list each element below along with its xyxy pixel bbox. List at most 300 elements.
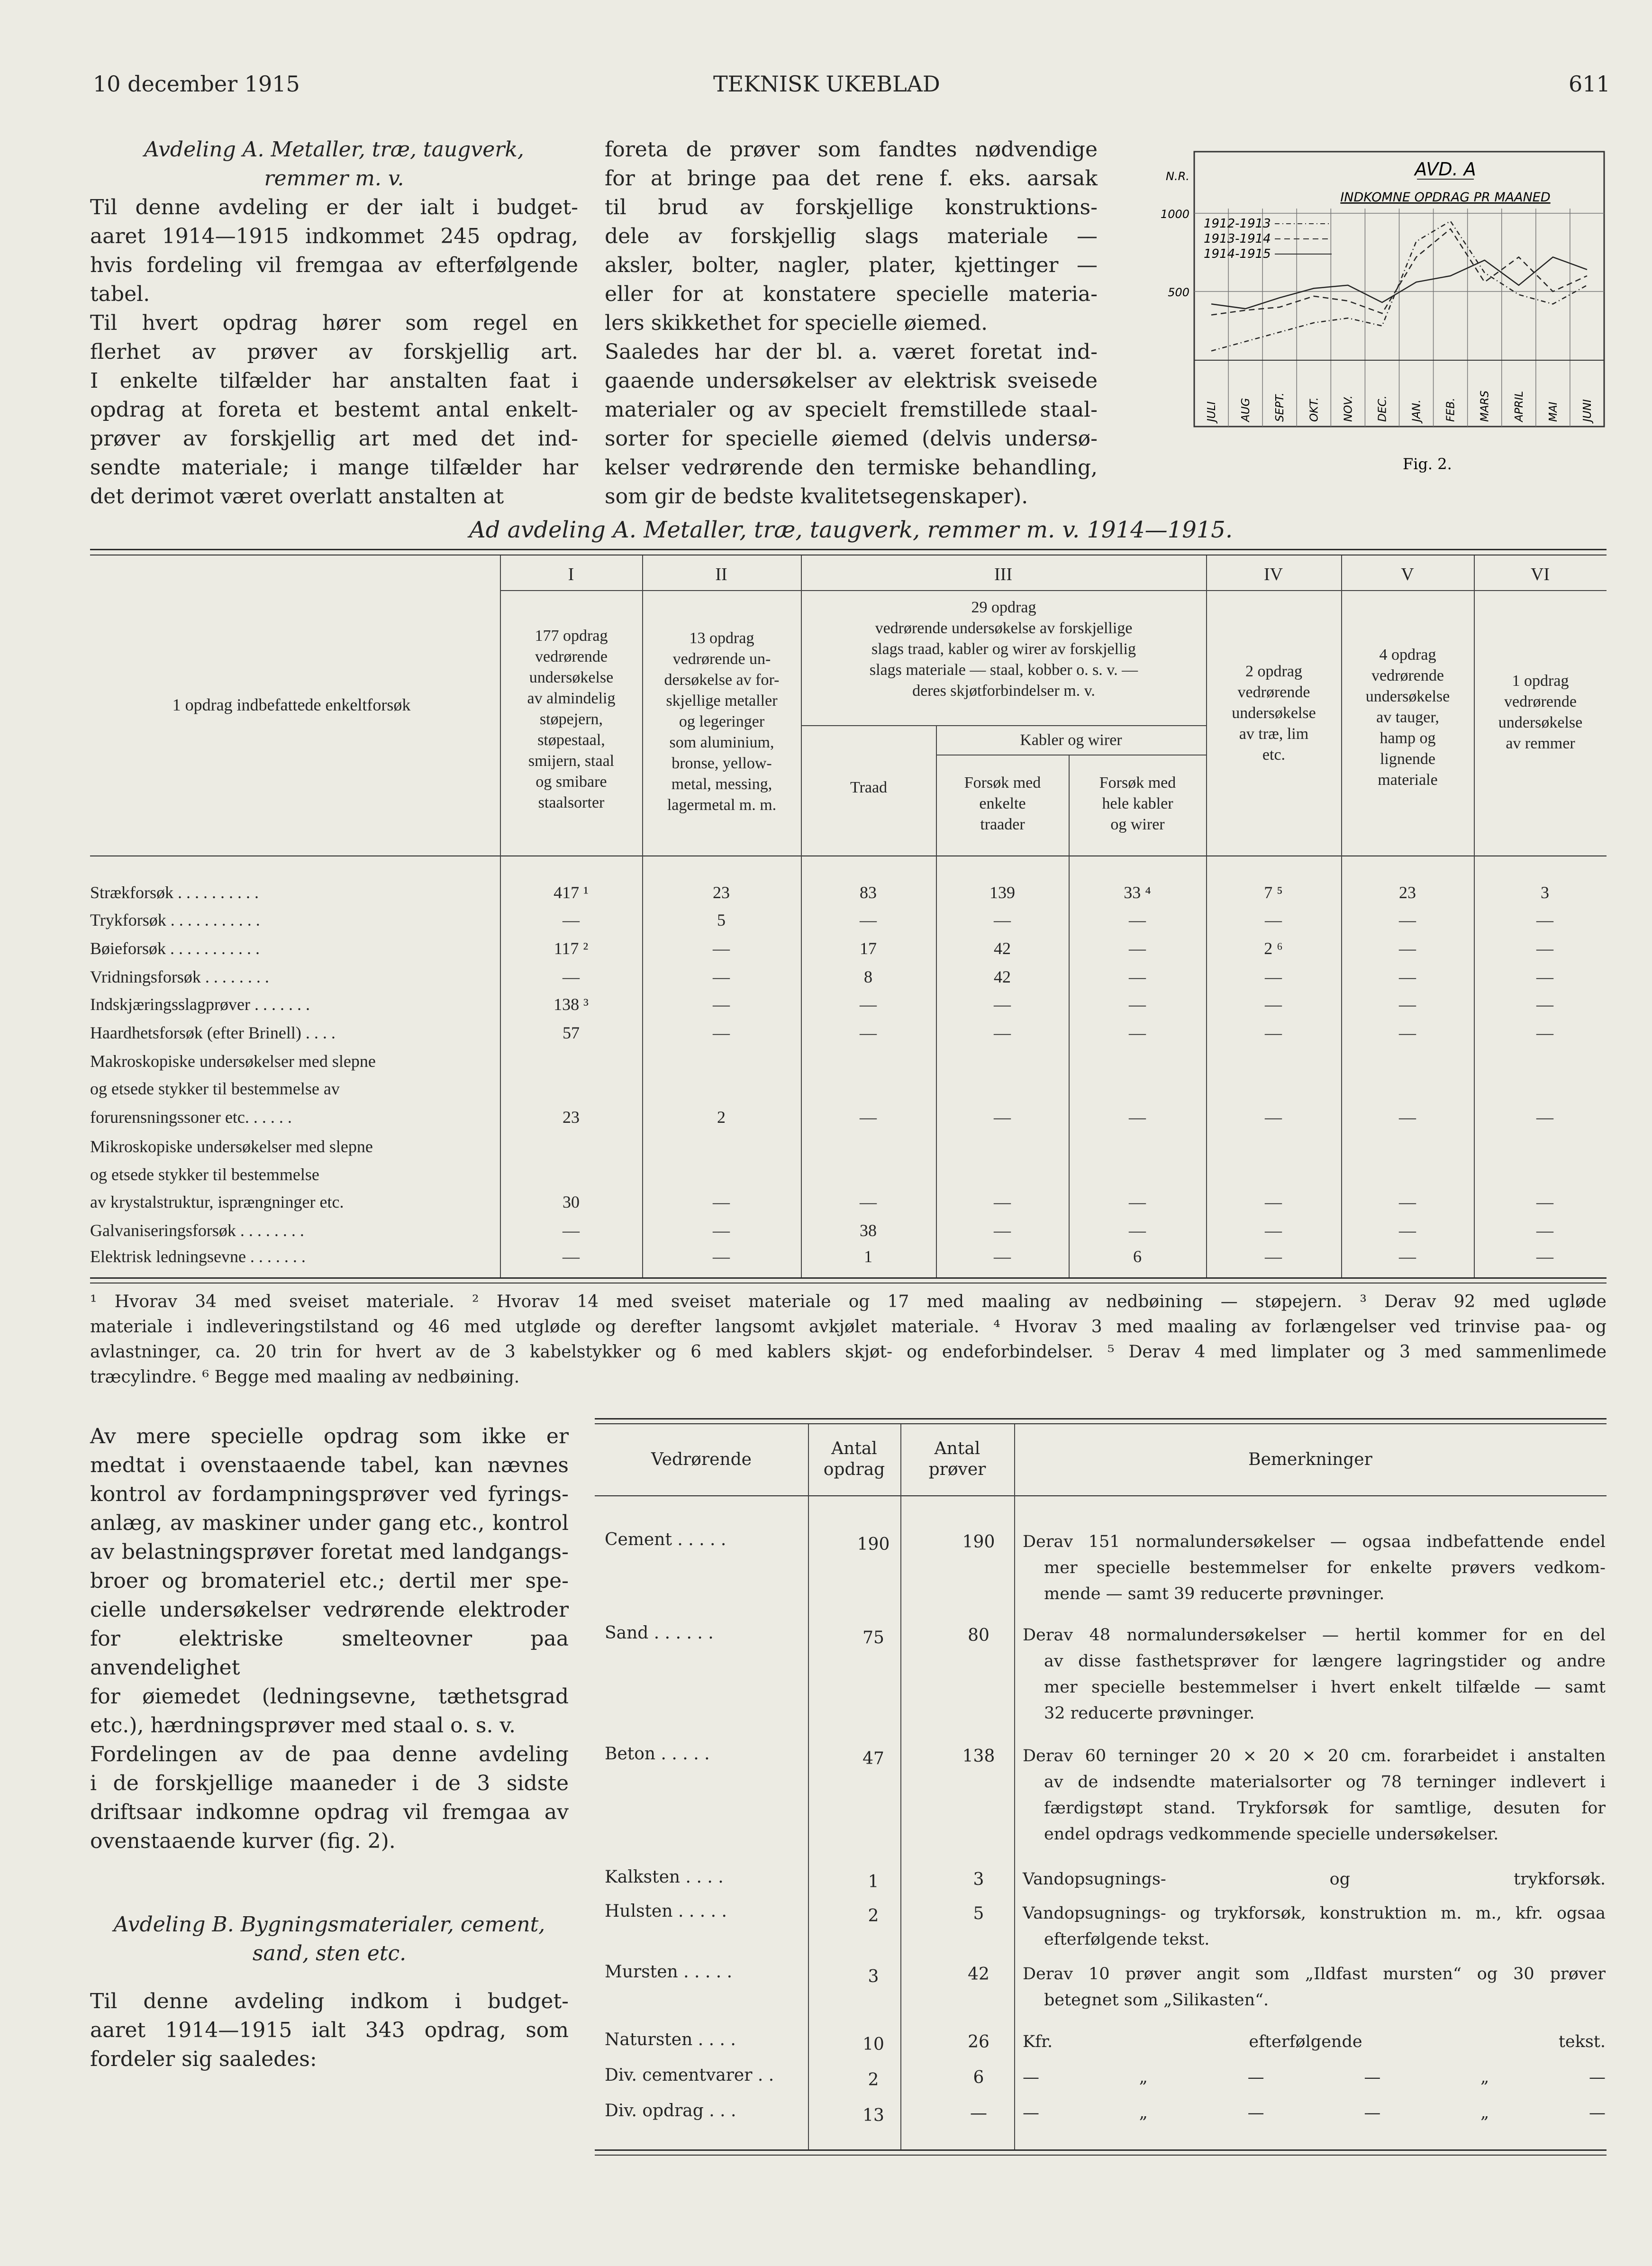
table1-cell: 139 bbox=[989, 883, 1015, 902]
table1-col-VI-header-line: undersøkelse bbox=[1498, 714, 1583, 731]
table1-col-II-header-line: bronse, yellow- bbox=[672, 755, 772, 772]
table1-cell: — bbox=[1129, 995, 1146, 1014]
table2-remark bbox=[1023, 2065, 1606, 2091]
chart-title: AVD. A bbox=[1415, 159, 1476, 180]
table1-cell: — bbox=[860, 1108, 877, 1127]
remark-line: Derav 60 terninger 20 × 20 × 20 cm. forarbeidet i anstalten bbox=[1023, 1747, 1606, 1765]
table1-col-divider bbox=[1341, 555, 1342, 1277]
table1-cell: — bbox=[994, 1192, 1011, 1211]
table1-cell: — bbox=[1265, 910, 1282, 929]
table2-remark bbox=[1023, 2100, 1606, 2126]
table1-sub2-header-line: Forsøk med bbox=[1099, 774, 1176, 792]
table1-col-V-header-line: vedrørende bbox=[1371, 667, 1444, 684]
table1-cell: — bbox=[1399, 1247, 1416, 1266]
table1-cell: — bbox=[1536, 910, 1553, 929]
text-line: anlæg, av maskiner under gang etc., kontrol bbox=[90, 1511, 569, 1535]
table1-col-VI-header-line: av remmer bbox=[1506, 735, 1575, 752]
text-line: tabel. bbox=[90, 282, 150, 306]
table2-prover: 42 bbox=[968, 1965, 989, 1984]
table1-col-VI-header-line: 1 opdrag bbox=[1512, 672, 1569, 690]
text-line: ovenstaaende kurver (fig. 2). bbox=[90, 1829, 396, 1853]
table2-opdrag: 2 bbox=[868, 2070, 879, 2090]
text-line: Til denne avdeling er der ialt i budget- bbox=[90, 195, 578, 219]
table1-cell: — bbox=[1536, 1247, 1553, 1266]
text-line: Saaledes har der bl. a. været foretat ind- bbox=[605, 340, 1098, 364]
table2-top-rule-2 bbox=[595, 1423, 1607, 1424]
table1-cell: — bbox=[563, 1247, 580, 1266]
table1-cell: — bbox=[1129, 1023, 1146, 1042]
text-line: cielle undersøkelser vedrørende elektroder bbox=[90, 1598, 569, 1622]
remark-line: Vandopsugnings- og trykforsøk, konstruktion m. m., kfr. ogsaa bbox=[1023, 1904, 1606, 1923]
table1-col-I-header-line: og smibare bbox=[536, 773, 607, 791]
table1-col-divider bbox=[500, 555, 501, 1277]
figure-caption: Fig. 2. bbox=[1403, 455, 1452, 473]
chart-xtick: FEB. bbox=[1444, 398, 1457, 422]
table2-opdrag: 190 bbox=[857, 1535, 890, 1554]
table1-cell: — bbox=[860, 1192, 877, 1211]
table1-cell: — bbox=[860, 1023, 877, 1042]
text-line: opdrag at foreta et bestemt antal enkelt- bbox=[90, 398, 578, 422]
table1-cell: — bbox=[860, 995, 877, 1014]
footnote-line: ¹ Hvorav 34 med sveiset materiale. ² Hvorav 14 med sveiset materiale og 17 med maaling av nedbøining — støpejern. ³ Derav 92 med ugløde bbox=[90, 1292, 1607, 1311]
table1-cell: 138 ³ bbox=[554, 995, 589, 1014]
table1-row-header: 1 opdrag indbefattede enkeltforsøk bbox=[172, 695, 411, 714]
text-line: driftsaar indkomne opdrag vil fremgaa av bbox=[90, 1800, 569, 1824]
table1-cell: — bbox=[1129, 967, 1146, 986]
table1-cell: — bbox=[994, 995, 1011, 1014]
table1-cell: 42 bbox=[994, 967, 1011, 986]
table1-cell: — bbox=[1265, 1108, 1282, 1127]
table1-col-II-header-line: og legeringer bbox=[679, 713, 765, 730]
col3-paragraph-3 bbox=[90, 1987, 569, 2074]
table1-cell: — bbox=[713, 939, 730, 958]
table1-head-rule bbox=[90, 855, 1607, 856]
table1-cell: 2 bbox=[717, 1108, 726, 1127]
table1-cell: 30 bbox=[563, 1192, 580, 1211]
text-line: av belastningsprøver foretat med landgangs- bbox=[90, 1540, 569, 1564]
table1-col-I-header-line: støpestaal, bbox=[537, 731, 605, 749]
table2-row-label: Cement . . . . . bbox=[605, 1530, 726, 1549]
table1-cell: — bbox=[994, 1023, 1011, 1042]
page-number: 611 bbox=[1569, 71, 1610, 97]
remark-line: Derav 10 prøver angit som „Ildfast mursten“ og 30 prøver bbox=[1023, 1965, 1606, 1984]
header-line: prøver bbox=[928, 1460, 986, 1479]
table1-col-V-header-line: lignende bbox=[1380, 750, 1436, 768]
table1-sub-divider bbox=[936, 726, 937, 1277]
text-line: Til denne avdeling indkom i budget- bbox=[90, 1989, 569, 2013]
table2-remark bbox=[1023, 2029, 1606, 2055]
table1-col-II-header-line: metal, messing, bbox=[671, 775, 772, 793]
remark-line: 32 reducerte prøvninger. bbox=[1044, 1704, 1255, 1723]
remark-line: Kfr. efterfølgende tekst. bbox=[1023, 2032, 1606, 2051]
table1-col-I-header-line: smijern, staal bbox=[528, 752, 615, 770]
table2-row-label: Div. opdrag . . . bbox=[605, 2101, 736, 2120]
text-line: kontrol av fordampningsprøver ved fyrings- bbox=[90, 1482, 569, 1506]
table1-row-label: Mikroskopiske undersøkelser med slepne bbox=[90, 1137, 373, 1156]
chart-legend-label: 1914-1915 bbox=[1204, 247, 1271, 261]
table1-row-label: Makroskopiske undersøkelser med slepne bbox=[90, 1052, 376, 1071]
text-line: kelser vedrørende den termiske behandling, bbox=[605, 455, 1098, 480]
table1-sub2-header-line: hele kabler bbox=[1102, 795, 1173, 812]
table1-cell: 417 ¹ bbox=[554, 883, 589, 902]
table1-cell: — bbox=[994, 1221, 1011, 1240]
table1-cell: 23 bbox=[563, 1108, 580, 1127]
table2-row-label: Beton . . . . . bbox=[605, 1744, 710, 1764]
table2-remark bbox=[1023, 1529, 1606, 1607]
table1-col-III-header bbox=[802, 597, 1205, 701]
table1-sub2-header bbox=[1070, 773, 1205, 835]
table1-col-II-header-line: 13 opdrag bbox=[689, 629, 754, 647]
header-line: Antal bbox=[831, 1439, 877, 1458]
table1-col-divider bbox=[801, 555, 802, 1277]
remark-line: Vandopsugnings- og trykforsøk. bbox=[1023, 1870, 1606, 1889]
text-line: lers skikkethet for specielle øiemed. bbox=[605, 311, 988, 335]
chart-ytick: 1000 bbox=[1160, 208, 1189, 221]
footnote-line: materiale i indleveringstilstand og 46 med utgløde og derefter langsomt avkjølet materiale. ⁴ Hvorav 3 med maaling av forlængelser ved trinvise paa- og bbox=[90, 1317, 1607, 1337]
table1-cell: — bbox=[563, 967, 580, 986]
table1-col-II-header-line: vedrørende un- bbox=[672, 650, 771, 668]
table1-cell: — bbox=[994, 910, 1011, 929]
table1-sub1-header bbox=[937, 773, 1068, 835]
text-line: flerhet av prøver av forskjellig art. bbox=[90, 340, 578, 364]
table1-cell: — bbox=[994, 1108, 1011, 1127]
table1-cell: 8 bbox=[864, 967, 872, 986]
table1-cell: — bbox=[713, 995, 730, 1014]
table2-prover: 3 bbox=[973, 1870, 984, 1889]
table1-sub2-header-line: og wirer bbox=[1110, 816, 1165, 833]
table1-cell: — bbox=[1399, 1108, 1416, 1127]
table1-row-label: Vridningsforsøk . . . . . . . . bbox=[90, 967, 269, 986]
table1-cell: — bbox=[1265, 1023, 1282, 1042]
table1-cell: — bbox=[1399, 995, 1416, 1014]
chart-ylabel: N.R. bbox=[1166, 170, 1189, 183]
remark-line: Derav 48 normalundersøkelser — hertil kommer for en del bbox=[1023, 1626, 1606, 1645]
table1-col-number: VI bbox=[1530, 564, 1550, 584]
table2-bottom-rule-1 bbox=[595, 2149, 1607, 2151]
text-line: hvis fordeling vil fremgaa av efterfølgende bbox=[90, 253, 578, 277]
table2-opdrag: 3 bbox=[868, 1967, 879, 1986]
text-line: dele av forskjellig slags materiale — bbox=[605, 224, 1098, 248]
section-heading-b: Avdeling B. Bygningsmaterialer, cement, bbox=[113, 1912, 545, 1937]
col3-paragraph-1 bbox=[90, 1422, 569, 1740]
table1-cell: — bbox=[563, 1221, 580, 1240]
table1-cell: — bbox=[1129, 1221, 1146, 1240]
table2-row-label: Hulsten . . . . . bbox=[605, 1902, 727, 1921]
chart-xtick: MARS bbox=[1479, 390, 1491, 422]
remark-line: mende — samt 39 reducerte prøvninger. bbox=[1044, 1584, 1385, 1603]
table1-row-label: Trykforsøk . . . . . . . . . . . bbox=[90, 910, 260, 929]
table2-prover: 5 bbox=[973, 1904, 984, 1923]
text-line: Fordelingen av de paa denne avdeling bbox=[90, 1742, 569, 1766]
table1-cell: 5 bbox=[717, 910, 726, 929]
table1-cell: — bbox=[1399, 1023, 1416, 1042]
table1-cell: — bbox=[1265, 967, 1282, 986]
table2-top-rule-1 bbox=[595, 1418, 1607, 1420]
col3-paragraph-2 bbox=[90, 1740, 569, 1856]
table1-row-label: Bøieforsøk . . . . . . . . . . . bbox=[90, 939, 260, 958]
table1-cell: — bbox=[1265, 1192, 1282, 1211]
table1-col-V-header-line: hamp og bbox=[1380, 729, 1436, 747]
table1-col-II-header-line: som aluminium, bbox=[669, 734, 774, 751]
table1-cell: — bbox=[1129, 1192, 1146, 1211]
table1-cell: — bbox=[1265, 995, 1282, 1014]
table2-prover: 190 bbox=[962, 1532, 995, 1552]
table1-col-V-header bbox=[1343, 645, 1473, 791]
table2-prover: 26 bbox=[968, 2032, 989, 2052]
text-line: aaret 1914—1915 ialt 343 opdrag, som bbox=[90, 2018, 569, 2042]
table1-sub1-header-line: enkelte bbox=[979, 795, 1026, 812]
remark-line: — „ — — „ — bbox=[1023, 2068, 1606, 2087]
section-heading-a: Avdeling A. Metaller, træ, taugverk, bbox=[144, 137, 524, 162]
table1-col-divider bbox=[642, 555, 643, 1277]
table1-col-number: IV bbox=[1263, 564, 1283, 584]
text-line: for at bringe paa det rene f. eks. aarsak bbox=[605, 166, 1098, 191]
table1-kabler-header: Kabler og wirer bbox=[1020, 731, 1122, 749]
table1-col-III-header-line: 29 opdrag bbox=[971, 599, 1036, 616]
table2-header-bem: Bemerkninger bbox=[1248, 1450, 1372, 1469]
page-date: 10 december 1915 bbox=[93, 71, 300, 97]
table2-prover: 138 bbox=[962, 1747, 995, 1766]
table2-remark bbox=[1023, 1743, 1606, 1847]
text-line: i de forskjellige maaneder i de 3 sidste bbox=[90, 1771, 569, 1795]
table1-cell: — bbox=[713, 1023, 730, 1042]
chart-legend-label: 1912-1913 bbox=[1204, 217, 1271, 231]
table1-cell: — bbox=[713, 1192, 730, 1211]
table1-cell: 83 bbox=[860, 883, 877, 902]
table1-cell: — bbox=[1129, 910, 1146, 929]
table2-col-divider bbox=[808, 1424, 809, 2149]
table1-cell: — bbox=[1129, 939, 1146, 958]
chart-xtick: DEC. bbox=[1376, 395, 1389, 422]
table1-cell: — bbox=[994, 1247, 1011, 1266]
text-line: fordeler sig saaledes: bbox=[90, 2047, 317, 2071]
remark-line: mer specielle bestemmelser i hvert enkelt tilfælde — samt bbox=[1044, 1678, 1606, 1697]
text-line: foreta de prøver som fandtes nødvendige bbox=[605, 137, 1098, 162]
table1-col-I-header-line: av almindelig bbox=[527, 690, 616, 707]
section-heading-a-cont: remmer m. v. bbox=[264, 166, 404, 191]
table1-col-IV-header bbox=[1207, 661, 1340, 765]
table2-header-opdrag bbox=[808, 1438, 900, 1480]
table1-col-II-header bbox=[644, 628, 800, 816]
table1-col-III-header-line: vedrørende undersøkelse av forskjellige bbox=[875, 619, 1133, 637]
table1-col-number: II bbox=[715, 564, 727, 584]
table2-header-prover bbox=[900, 1438, 1014, 1480]
text-line: aaret 1914—1915 indkommet 245 opdrag, bbox=[90, 224, 578, 248]
table1-cell: — bbox=[1536, 939, 1553, 958]
journal-title: TEKNISK UKEBLAD bbox=[713, 71, 940, 97]
table1-row-label: Indskjæringsslagprøver . . . . . . . bbox=[90, 995, 310, 1014]
remark-line: betegnet som „Silikasten“. bbox=[1044, 1991, 1269, 2010]
table1-col-I-header-line: undersøkelse bbox=[529, 669, 614, 686]
table1-col-number: I bbox=[568, 564, 574, 584]
table2-row-label: Kalksten . . . . bbox=[605, 1867, 724, 1887]
table1-cell: 117 ² bbox=[554, 939, 589, 958]
text-line: det derimot været overlatt anstalten at bbox=[90, 484, 504, 509]
table1-col-II-header-line: lagermetal m. m. bbox=[667, 796, 777, 814]
table1-col-I-header-line: 177 opdrag bbox=[535, 627, 608, 645]
table2-opdrag: 47 bbox=[862, 1749, 884, 1768]
table1-row-label: forurensningssoner etc. . . . . . bbox=[90, 1108, 292, 1127]
table2-remark bbox=[1023, 1622, 1606, 1727]
table1-col-divider bbox=[1206, 555, 1207, 1277]
table1-traad-header: Traad bbox=[850, 779, 888, 796]
table1-numeral-rule bbox=[500, 590, 1607, 591]
header-line: opdrag bbox=[823, 1460, 885, 1479]
text-line: I enkelte tilfælder har anstalten faat i bbox=[90, 369, 578, 393]
remark-line: færdigstøpt stand. Trykforsøk for samtlige, desuten for bbox=[1044, 1799, 1606, 1818]
table1-col-IV-header-line: etc. bbox=[1262, 746, 1286, 764]
remark-line: av disse fasthetsprøver for længere lagringstider og andre bbox=[1044, 1652, 1606, 1671]
table1-cell: 38 bbox=[860, 1221, 877, 1240]
table1-cell: 3 bbox=[1541, 883, 1549, 902]
table1-col-V-header-line: materiale bbox=[1378, 771, 1438, 789]
table1-cell: — bbox=[1536, 1221, 1553, 1240]
table2-header-vedr: Vedrørende bbox=[651, 1450, 752, 1469]
table2-bottom-rule-2 bbox=[595, 2155, 1607, 2156]
text-line: til brud av forskjellige konstruktions- bbox=[605, 195, 1098, 219]
chart-xtick: JAN. bbox=[1410, 399, 1423, 422]
table1-col-III-header-line: slags materiale — staal, kobber o. s. v. — bbox=[869, 661, 1138, 679]
table1-col-V-header-line: 4 opdrag bbox=[1379, 646, 1436, 664]
footnote-line: træcylindre. ⁶ Begge med maaling av nedbøining. bbox=[90, 1367, 520, 1387]
table1-row-label: av krystalstruktur, isprængninger etc. bbox=[90, 1192, 344, 1211]
table1-cell: — bbox=[1399, 910, 1416, 929]
table1-cell: — bbox=[1129, 1108, 1146, 1127]
table1-col-IV-header-line: undersøkelse bbox=[1232, 704, 1316, 722]
chart-xtick: AUG bbox=[1240, 398, 1253, 422]
table1-cell: — bbox=[860, 910, 877, 929]
table1-cell: — bbox=[1536, 967, 1553, 986]
table1-cell: — bbox=[1399, 967, 1416, 986]
table1-cell: — bbox=[1399, 939, 1416, 958]
table2-head-rule bbox=[595, 1495, 1607, 1496]
chart-xtick: OKT. bbox=[1308, 397, 1321, 422]
table1-cell: 2 ⁶ bbox=[1264, 939, 1283, 958]
footnote-line: avlastninger, ca. 20 trin for hvert av de 3 kabelstykker og 6 med kablers skjøt- og endeforbindelser. ⁵ Derav 4 med limplater og 3 med sammenlimede bbox=[90, 1342, 1607, 1362]
text-line: som gir de bedste kvalitetsegenskaper). bbox=[605, 484, 1028, 509]
table2-remark bbox=[1023, 1866, 1606, 1893]
table1-col-number: III bbox=[994, 564, 1012, 584]
table2-row-label: Div. cementvarer . . bbox=[605, 2066, 774, 2085]
table2-col-divider bbox=[900, 1424, 901, 2149]
table2-remark bbox=[1023, 1961, 1606, 2013]
table2-prover: — bbox=[970, 2103, 987, 2123]
remark-line: — „ — — „ — bbox=[1023, 2103, 1606, 2122]
spacer bbox=[90, 1856, 569, 1910]
table1-cell: — bbox=[1399, 1221, 1416, 1240]
table1-sub-divider bbox=[1069, 755, 1070, 1277]
table1-col-IV-header-line: 2 opdrag bbox=[1245, 663, 1302, 680]
table1-cell: — bbox=[1265, 1247, 1282, 1266]
table2-row-label: Natursten . . . . bbox=[605, 2030, 736, 2049]
table1-cell: 33 ⁴ bbox=[1124, 883, 1151, 902]
table1-col-number: V bbox=[1401, 564, 1414, 584]
table1-cell: 6 bbox=[1133, 1247, 1142, 1266]
table1-title: Ad avdeling A. Metaller, træ, taugverk, remmer m. v. 1914—1915. bbox=[469, 517, 1233, 543]
text-line: aksler, bolter, nagler, plater, kjettinger — bbox=[605, 253, 1098, 277]
chart-xtick: NOV. bbox=[1342, 395, 1355, 422]
text-line: materialer og av specielt fremstillede staal- bbox=[605, 398, 1098, 422]
remark-line: endel opdrags vedkommende specielle undersøkelser. bbox=[1044, 1825, 1499, 1844]
text-line: sorter for specielle øiemed (delvis undersø- bbox=[605, 427, 1098, 451]
table1-cell: — bbox=[713, 1221, 730, 1240]
table1-col-I-header bbox=[501, 626, 641, 813]
text-line: for øiemedet (ledningsevne, tæthetsgrad bbox=[90, 1684, 569, 1709]
chart-xtick: JUNI bbox=[1581, 399, 1594, 422]
table1-col-V-header-line: undersøkelse bbox=[1365, 688, 1450, 705]
table2-row-label: Mursten . . . . . bbox=[605, 1962, 733, 1982]
table1-col-V-header-line: av tauger, bbox=[1376, 709, 1439, 726]
table1-top-rule-1 bbox=[90, 549, 1607, 550]
table2-prover: 6 bbox=[973, 2068, 984, 2087]
section-heading-b-cont: sand, sten etc. bbox=[252, 1941, 407, 1966]
table1-cell: 23 bbox=[713, 883, 730, 902]
table1-col-VI-header bbox=[1475, 671, 1606, 754]
table1-cell: 7 ⁵ bbox=[1264, 883, 1283, 902]
table1-bottom-rule-1 bbox=[90, 1277, 1607, 1279]
table1-row-label: Galvaniseringsforsøk . . . . . . . . bbox=[90, 1221, 304, 1240]
text-line: Av mere specielle opdrag som ikke er bbox=[90, 1424, 569, 1448]
chart-ytick: 500 bbox=[1168, 286, 1189, 299]
text-line: eller for at konstatere specielle materia- bbox=[605, 282, 1098, 306]
article-col-3 bbox=[90, 1422, 569, 2074]
remark-line: efterfølgende tekst. bbox=[1044, 1930, 1210, 1949]
table1-col-IV-header-line: av træ, lim bbox=[1239, 725, 1309, 743]
text-line: prøver av forskjellig art med det ind- bbox=[90, 427, 578, 451]
table1-row-label: Strækforsøk . . . . . . . . . . bbox=[90, 883, 259, 902]
table2-opdrag: 13 bbox=[862, 2106, 884, 2125]
table1-col-I-header-line: staalsorter bbox=[538, 794, 605, 811]
text-line: Til hvert opdrag hører som regel en bbox=[90, 311, 578, 335]
text-line: sendte materiale; i mange tilfælder har bbox=[90, 455, 578, 480]
table1-cell: — bbox=[1536, 1108, 1553, 1127]
chart-xtick: APRIL bbox=[1513, 391, 1525, 422]
table1-cell: 17 bbox=[860, 939, 877, 958]
table1-cell: — bbox=[1536, 1023, 1553, 1042]
table1-cell: — bbox=[1265, 1221, 1282, 1240]
table1-col-divider bbox=[1474, 555, 1475, 1277]
table2-opdrag: 1 bbox=[868, 1872, 879, 1892]
spacer bbox=[90, 1968, 569, 1987]
text-line: gaaende undersøkelser av elektrisk sveisede bbox=[605, 369, 1098, 393]
footnotes bbox=[90, 1289, 1607, 1390]
remark-line: mer specielle bestemmelser for enkelte prøvers vedkom- bbox=[1044, 1558, 1606, 1577]
table1-cell: — bbox=[563, 910, 580, 929]
table1-cell: — bbox=[713, 1247, 730, 1266]
table1-col-I-header-line: støpejern, bbox=[539, 710, 603, 728]
text-line: medtat i ovenstaaende tabel, kan nævnes bbox=[90, 1453, 569, 1477]
table1-row-label: og etsede stykker til bestemmelse av bbox=[90, 1079, 340, 1098]
table1-row-label: Haardhetsforsøk (efter Brinell) . . . . bbox=[90, 1023, 336, 1042]
table1-cell: 23 bbox=[1399, 883, 1416, 902]
text-line: for elektriske smelteovner paa anvendelighet bbox=[90, 1627, 569, 1680]
chart-legend-label: 1913-1914 bbox=[1204, 232, 1271, 246]
table1-cell: — bbox=[1536, 995, 1553, 1014]
table1-col-III-header-line: slags traad, kabler og wirer av forskjellig bbox=[871, 640, 1136, 658]
table1-row-label: og etsede stykker til bestemmelse bbox=[90, 1165, 319, 1184]
table1-sub-rule bbox=[801, 725, 1206, 726]
table1-col-II-header-line: skjellige metaller bbox=[666, 692, 778, 710]
table2-opdrag: 75 bbox=[862, 1628, 884, 1647]
chart-xtick: JULI bbox=[1206, 401, 1218, 422]
text-line: broer og bromateriel etc.; dertil mer spe- bbox=[90, 1569, 569, 1593]
table2-prover: 80 bbox=[968, 1626, 989, 1645]
table1-col-I-header-line: vedrørende bbox=[535, 648, 608, 665]
table1-cell: 42 bbox=[994, 939, 1011, 958]
chart-xtick: SEPT. bbox=[1274, 392, 1287, 422]
table2-opdrag: 2 bbox=[868, 1906, 879, 1926]
table1-sub1-header-line: traader bbox=[980, 816, 1025, 833]
